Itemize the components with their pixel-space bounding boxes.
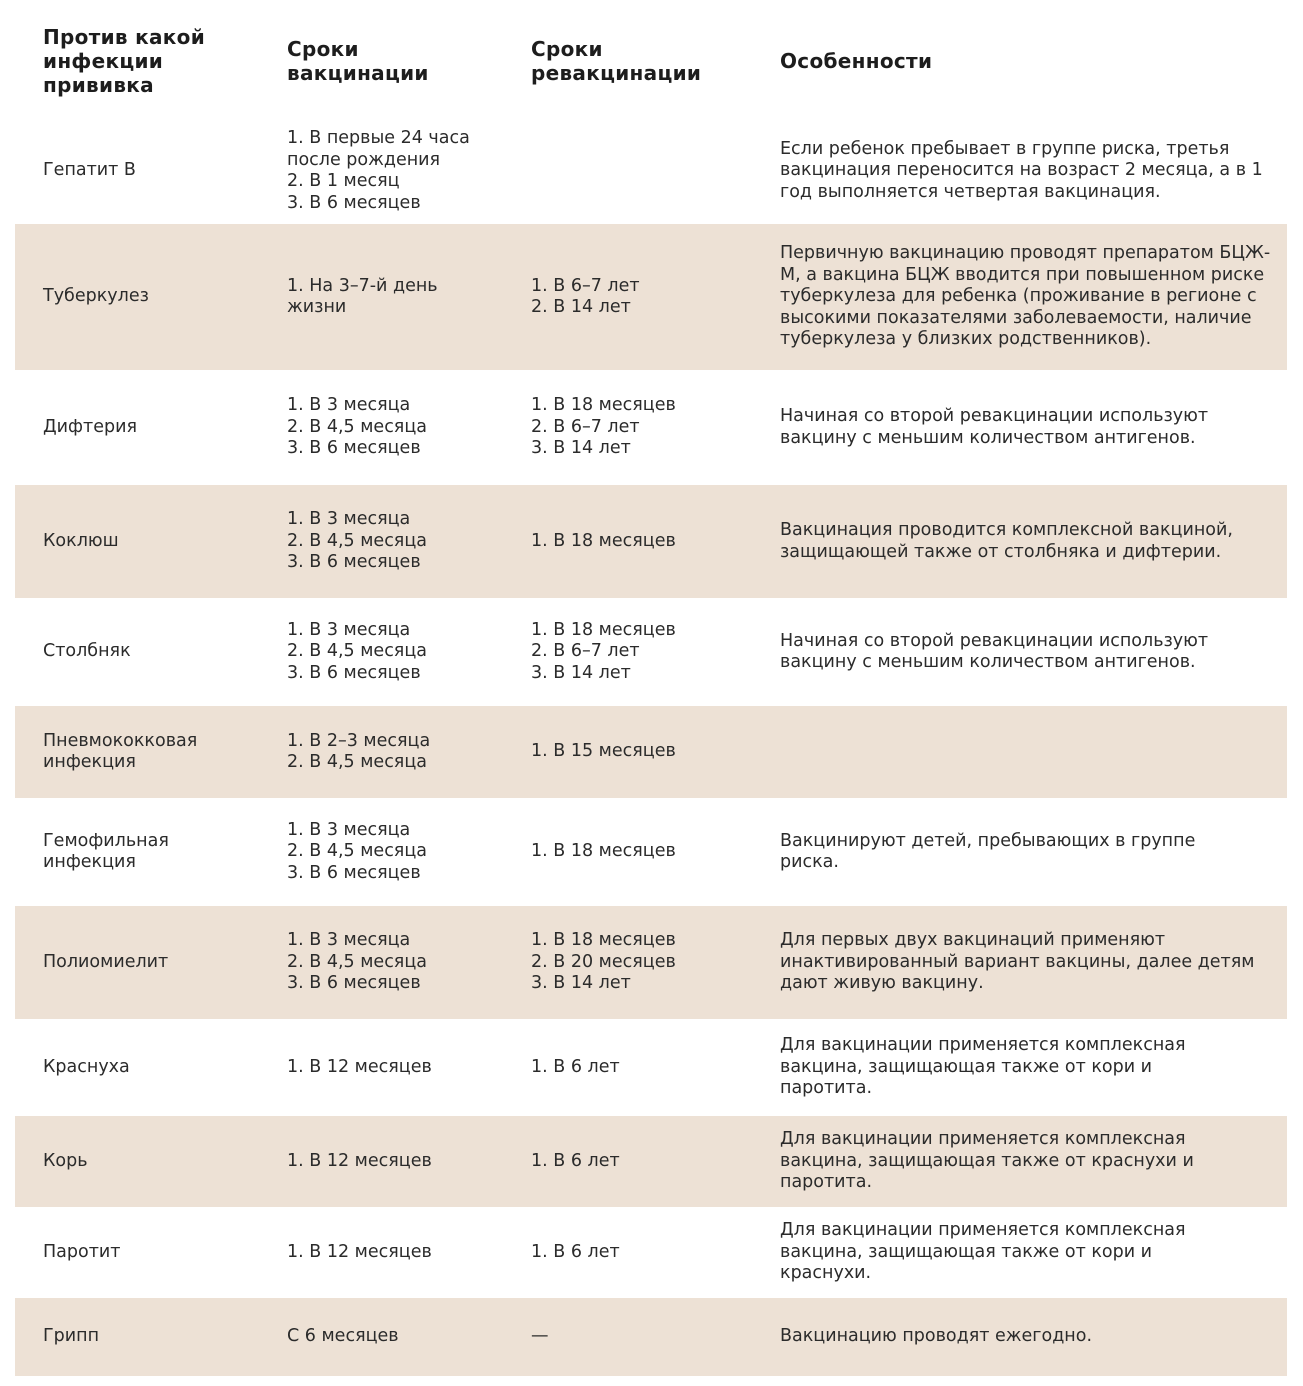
table-row [15, 1116, 1287, 1207]
infection-cell: Паротит [43, 1241, 121, 1262]
revaccination-cell: 1. В 6 лет [531, 1150, 620, 1171]
infection-cell: Краснуха [43, 1056, 130, 1077]
notes-cell: Начиная со второй ревакцинации используют вакцину с меньшим количеством антигенов. [780, 630, 1209, 672]
table-row [15, 224, 1287, 370]
table-row [15, 1019, 1287, 1116]
revaccination-cell: 1. В 6 лет [531, 1241, 620, 1262]
header-vaccination-terms: Сроки вакцинации [287, 37, 429, 85]
table-row [15, 118, 1287, 224]
infection-cell: Гемофильная инфекция [43, 830, 169, 872]
revaccination-cell: 1. В 18 месяцев [531, 530, 676, 551]
vaccination-cell: 1. В 2–3 месяца 2. В 4,5 месяца [287, 730, 431, 772]
header-notes: Особенности [780, 49, 933, 73]
table-row [15, 1298, 1287, 1376]
revaccination-cell: — [531, 1326, 549, 1347]
table-row [15, 370, 1287, 485]
table-row [15, 906, 1287, 1019]
notes-cell: Вакцинацию проводят ежегодно. [780, 1326, 1093, 1347]
notes-cell: Для вакцинации применяется комплексная вакцина, защищающая также от кори и паротита. [780, 1035, 1186, 1099]
infection-cell: Гепатит В [43, 160, 136, 181]
notes-cell: Для вакцинации применяется комплексная вакцина, защищающая также от кори и краснухи. [780, 1220, 1186, 1284]
table-row [15, 706, 1287, 798]
vaccination-cell: 1. В 3 месяца 2. В 4,5 месяца 3. В 6 месяцев [287, 395, 427, 459]
infection-cell: Коклюш [43, 530, 119, 551]
revaccination-cell [531, 118, 761, 224]
notes-cell [780, 706, 1275, 798]
infection-cell: Корь [43, 1150, 88, 1171]
vaccination-cell: 1. В 12 месяцев [287, 1150, 432, 1171]
notes-cell: Вакцинация проводится комплексной вакциной, защищающей также от столбняка и дифтерии. [780, 520, 1233, 562]
vaccination-cell: 1. В 3 месяца 2. В 4,5 месяца 3. В 6 месяцев [287, 819, 427, 883]
revaccination-cell: 1. В 18 месяцев 2. В 6–7 лет 3. В 14 лет [531, 395, 676, 459]
vaccination-cell: 1. В первые 24 часа после рождения 2. В 1 месяц 3. В 6 месяцев [287, 128, 470, 213]
vaccination-cell: С 6 месяцев [287, 1326, 399, 1347]
notes-cell: Начиная со второй ревакцинации используют вакцину с меньшим количеством антигенов. [780, 406, 1209, 448]
vaccination-cell: 1. В 3 месяца 2. В 4,5 месяца 3. В 6 месяцев [287, 509, 427, 573]
vaccination-cell: 1. В 3 месяца 2. В 4,5 месяца 3. В 6 месяцев [287, 930, 427, 994]
revaccination-cell: 1. В 6 лет [531, 1056, 620, 1077]
vaccination-cell: 1. В 12 месяцев [287, 1241, 432, 1262]
infection-cell: Туберкулез [43, 286, 149, 307]
revaccination-cell: 1. В 6–7 лет 2. В 14 лет [531, 275, 640, 317]
table-row [15, 485, 1287, 598]
infection-cell: Дифтерия [43, 416, 137, 437]
notes-cell: Вакцинируют детей, пребывающих в группе риска. [780, 830, 1196, 872]
header-revaccination-terms: Сроки ревакцинации [531, 37, 702, 85]
notes-cell: Если ребенок пребывает в группе риска, третья вакцинация переносится на возраст 2 месяца, а в 1 год выполняется четвертая вакцинация. [780, 138, 1263, 202]
revaccination-cell: 1. В 18 месяцев 2. В 6–7 лет 3. В 14 лет [531, 619, 676, 683]
notes-cell: Для вакцинации применяется комплексная вакцина, защищающая также от краснухи и паротита. [780, 1129, 1194, 1193]
revaccination-cell: 1. В 18 месяцев [531, 841, 676, 862]
infection-cell: Полиомиелит [43, 951, 169, 972]
infection-cell: Столбняк [43, 641, 131, 662]
vaccination-cell: 1. В 12 месяцев [287, 1056, 432, 1077]
table-row [15, 598, 1287, 706]
header-infection: Против какой инфекции прививка [43, 25, 206, 97]
table-header [15, 18, 1287, 104]
infection-cell: Грипп [43, 1326, 100, 1347]
vaccination-cell: 1. На 3–7-й день жизни [287, 275, 438, 317]
revaccination-cell: 1. В 15 месяцев [531, 741, 676, 762]
revaccination-cell: 1. В 18 месяцев 2. В 20 месяцев 3. В 14 лет [531, 930, 676, 994]
vaccination-cell: 1. В 3 месяца 2. В 4,5 месяца 3. В 6 месяцев [287, 619, 427, 683]
table-row [15, 798, 1287, 906]
table-row [15, 1207, 1287, 1298]
notes-cell: Для первых двух вакцинаций применяют инактивированный вариант вакцины, далее детям дают живую вакцину. [780, 930, 1255, 994]
infection-cell: Пневмококковая инфекция [43, 730, 198, 772]
notes-cell: Первичную вакцинацию проводят препаратом БЦЖ-М, а вакцина БЦЖ вводится при повышенном риске туберкулеза для ребенка (проживание в регионе с высокими показателями заболеваемости, наличие туберкулеза у близких родственников). [780, 243, 1271, 350]
